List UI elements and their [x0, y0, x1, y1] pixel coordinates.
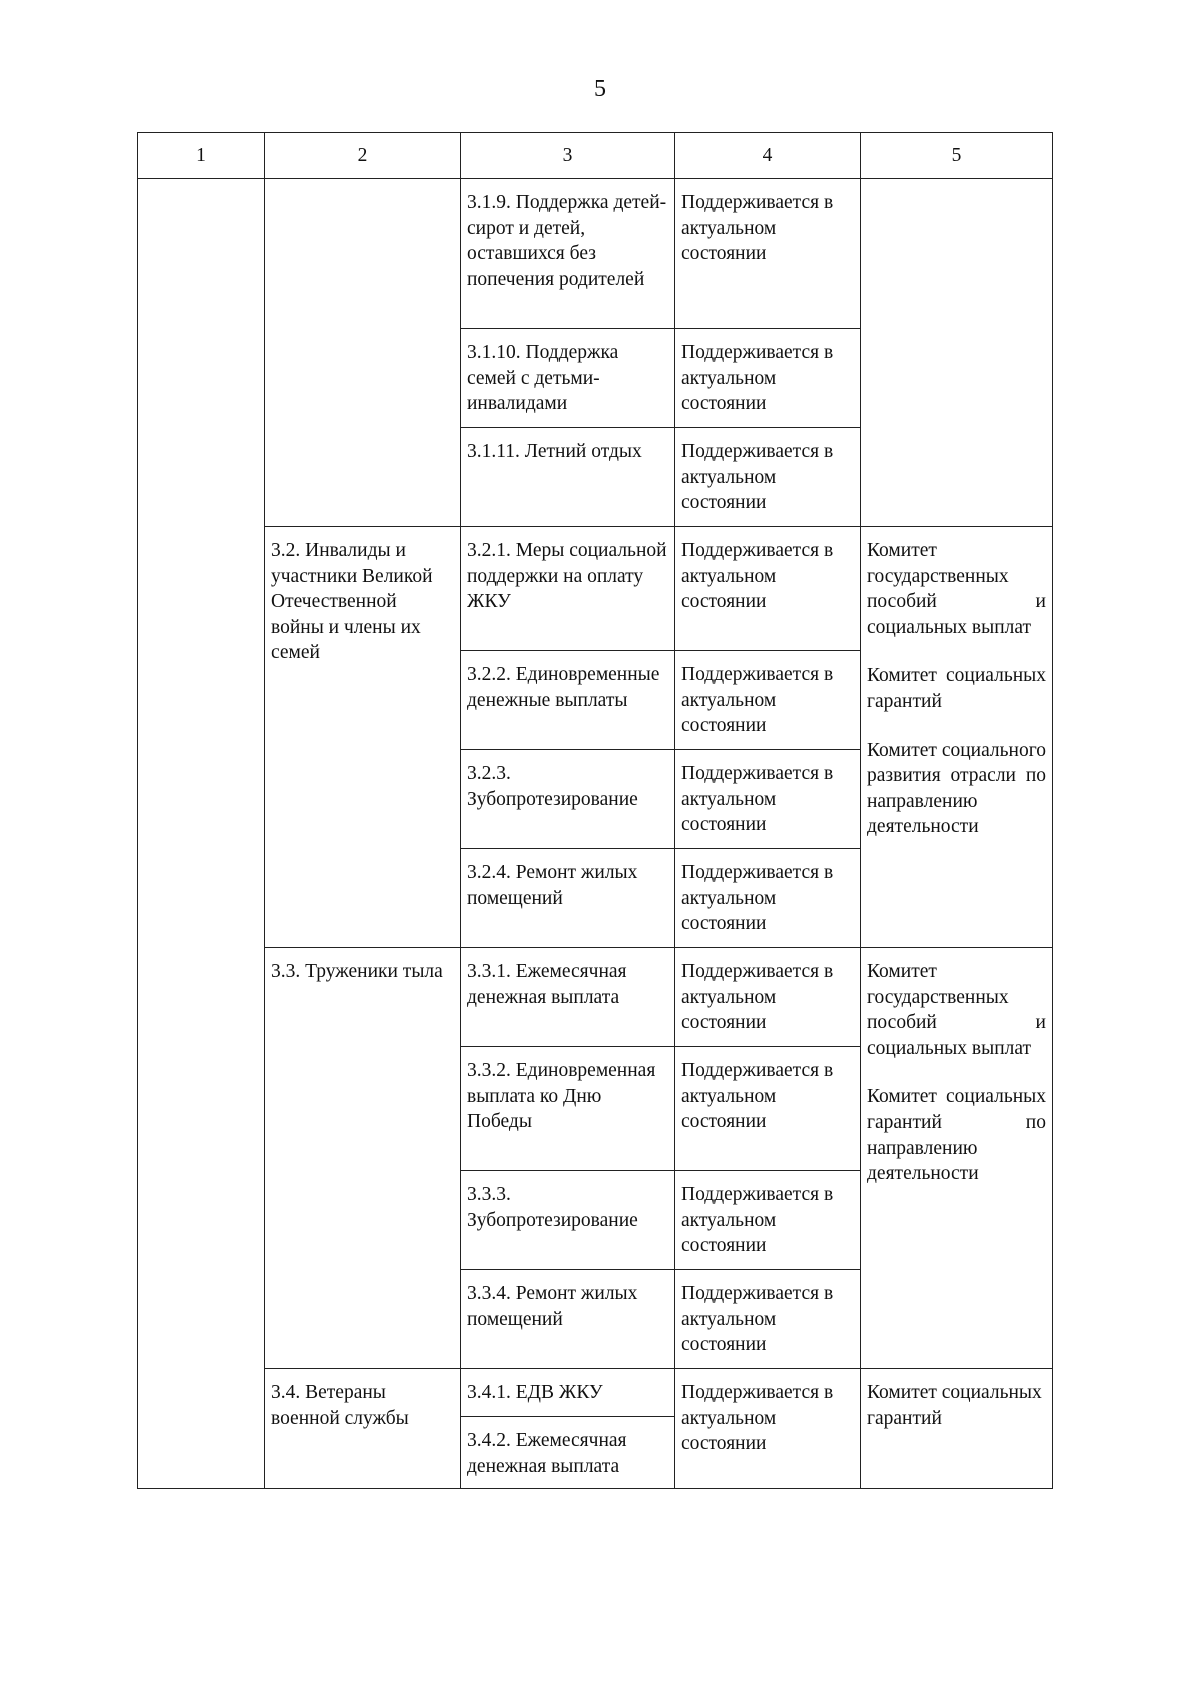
- item-cell: 3.3.3. Зубопротезирование: [461, 1171, 675, 1270]
- item-cell: 3.1.11. Летний отдых: [461, 428, 675, 527]
- table-row: [138, 1369, 1053, 1417]
- item-cell: 3.1.10. Поддержка семей с детьми-инвалидами: [461, 329, 675, 428]
- page-number: 5: [594, 76, 606, 102]
- services-table: [137, 132, 1053, 1489]
- item-cell: 3.2.2. Единовременные денежные выплаты: [461, 651, 675, 750]
- group-cell: 3.3. Труженики тыла: [265, 948, 461, 1369]
- status-cell: Поддерживается в актуальном состоянии: [675, 1171, 861, 1270]
- committee-text: Комитет социального развития отрасли по направлению деятельности: [867, 739, 1046, 838]
- col1-cell: [138, 179, 265, 1489]
- status-cell: Поддерживается в актуальном состоянии: [675, 179, 861, 329]
- header-row: [138, 133, 1053, 179]
- committee-text: Комитет государственных пособий и социальных выплат: [867, 540, 1046, 638]
- header-col-3: 3: [461, 133, 675, 179]
- committee-cell: [861, 527, 1053, 948]
- table-row: [138, 527, 1053, 651]
- item-cell: 3.3.2. Единовременная выплата ко Дню Победы: [461, 1047, 675, 1171]
- status-cell: Поддерживается в актуальном состоянии: [675, 428, 861, 527]
- item-cell: 3.3.4. Ремонт жилых помещений: [461, 1270, 675, 1369]
- status-cell: Поддерживается в актуальном состоянии: [675, 849, 861, 948]
- status-cell: Поддерживается в актуальном состоянии: [675, 1270, 861, 1369]
- header-col-1: 1: [138, 133, 265, 179]
- item-cell: 3.4.2. Ежемесячная денежная выплата: [461, 1417, 675, 1489]
- table-row: [138, 948, 1053, 1047]
- status-cell: Поддерживается в актуальном состоянии: [675, 750, 861, 849]
- status-cell: Поддерживается в актуальном состоянии: [675, 948, 861, 1047]
- status-cell: Поддерживается в актуальном состоянии: [675, 329, 861, 428]
- item-cell: 3.4.1. ЕДВ ЖКУ: [461, 1369, 675, 1417]
- status-cell: Поддерживается в актуальном состоянии: [675, 651, 861, 750]
- committee-cell: [861, 948, 1053, 1369]
- committee-text: Комитет социальных гарантий: [867, 665, 1046, 712]
- item-cell: 3.2.4. Ремонт жилых помещений: [461, 849, 675, 948]
- header-col-5: 5: [861, 133, 1053, 179]
- item-cell: 3.2.1. Меры социальной поддержки на оплату ЖКУ: [461, 527, 675, 651]
- header-col-2: 2: [265, 133, 461, 179]
- status-cell: Поддерживается в актуальном состоянии: [675, 527, 861, 651]
- group-cell: 3.4. Ветераны военной службы: [265, 1369, 461, 1489]
- item-cell: 3.3.1. Ежемесячная денежная выплата: [461, 948, 675, 1047]
- header-col-4: 4: [675, 133, 861, 179]
- committee-cell: Комитет социальных гарантий: [861, 1369, 1053, 1489]
- committee-cell: [861, 179, 1053, 527]
- item-cell: 3.1.9. Поддержка детей-сирот и детей, оставшихся без попечения родителей: [461, 179, 675, 329]
- item-cell: 3.2.3. Зубопротезирование: [461, 750, 675, 849]
- group-cell: 3.2. Инвалиды и участники Великой Отечественной войны и члены их семей: [265, 527, 461, 948]
- committee-text: Комитет государственных пособий и социальных выплат: [867, 961, 1046, 1059]
- table-row: [138, 179, 1053, 329]
- status-cell: Поддерживается в актуальном состоянии: [675, 1369, 861, 1489]
- committee-text: Комитет социальных гарантий по направлению деятельности: [867, 1086, 1046, 1185]
- group-cell: [265, 179, 461, 527]
- status-cell: Поддерживается в актуальном состоянии: [675, 1047, 861, 1171]
